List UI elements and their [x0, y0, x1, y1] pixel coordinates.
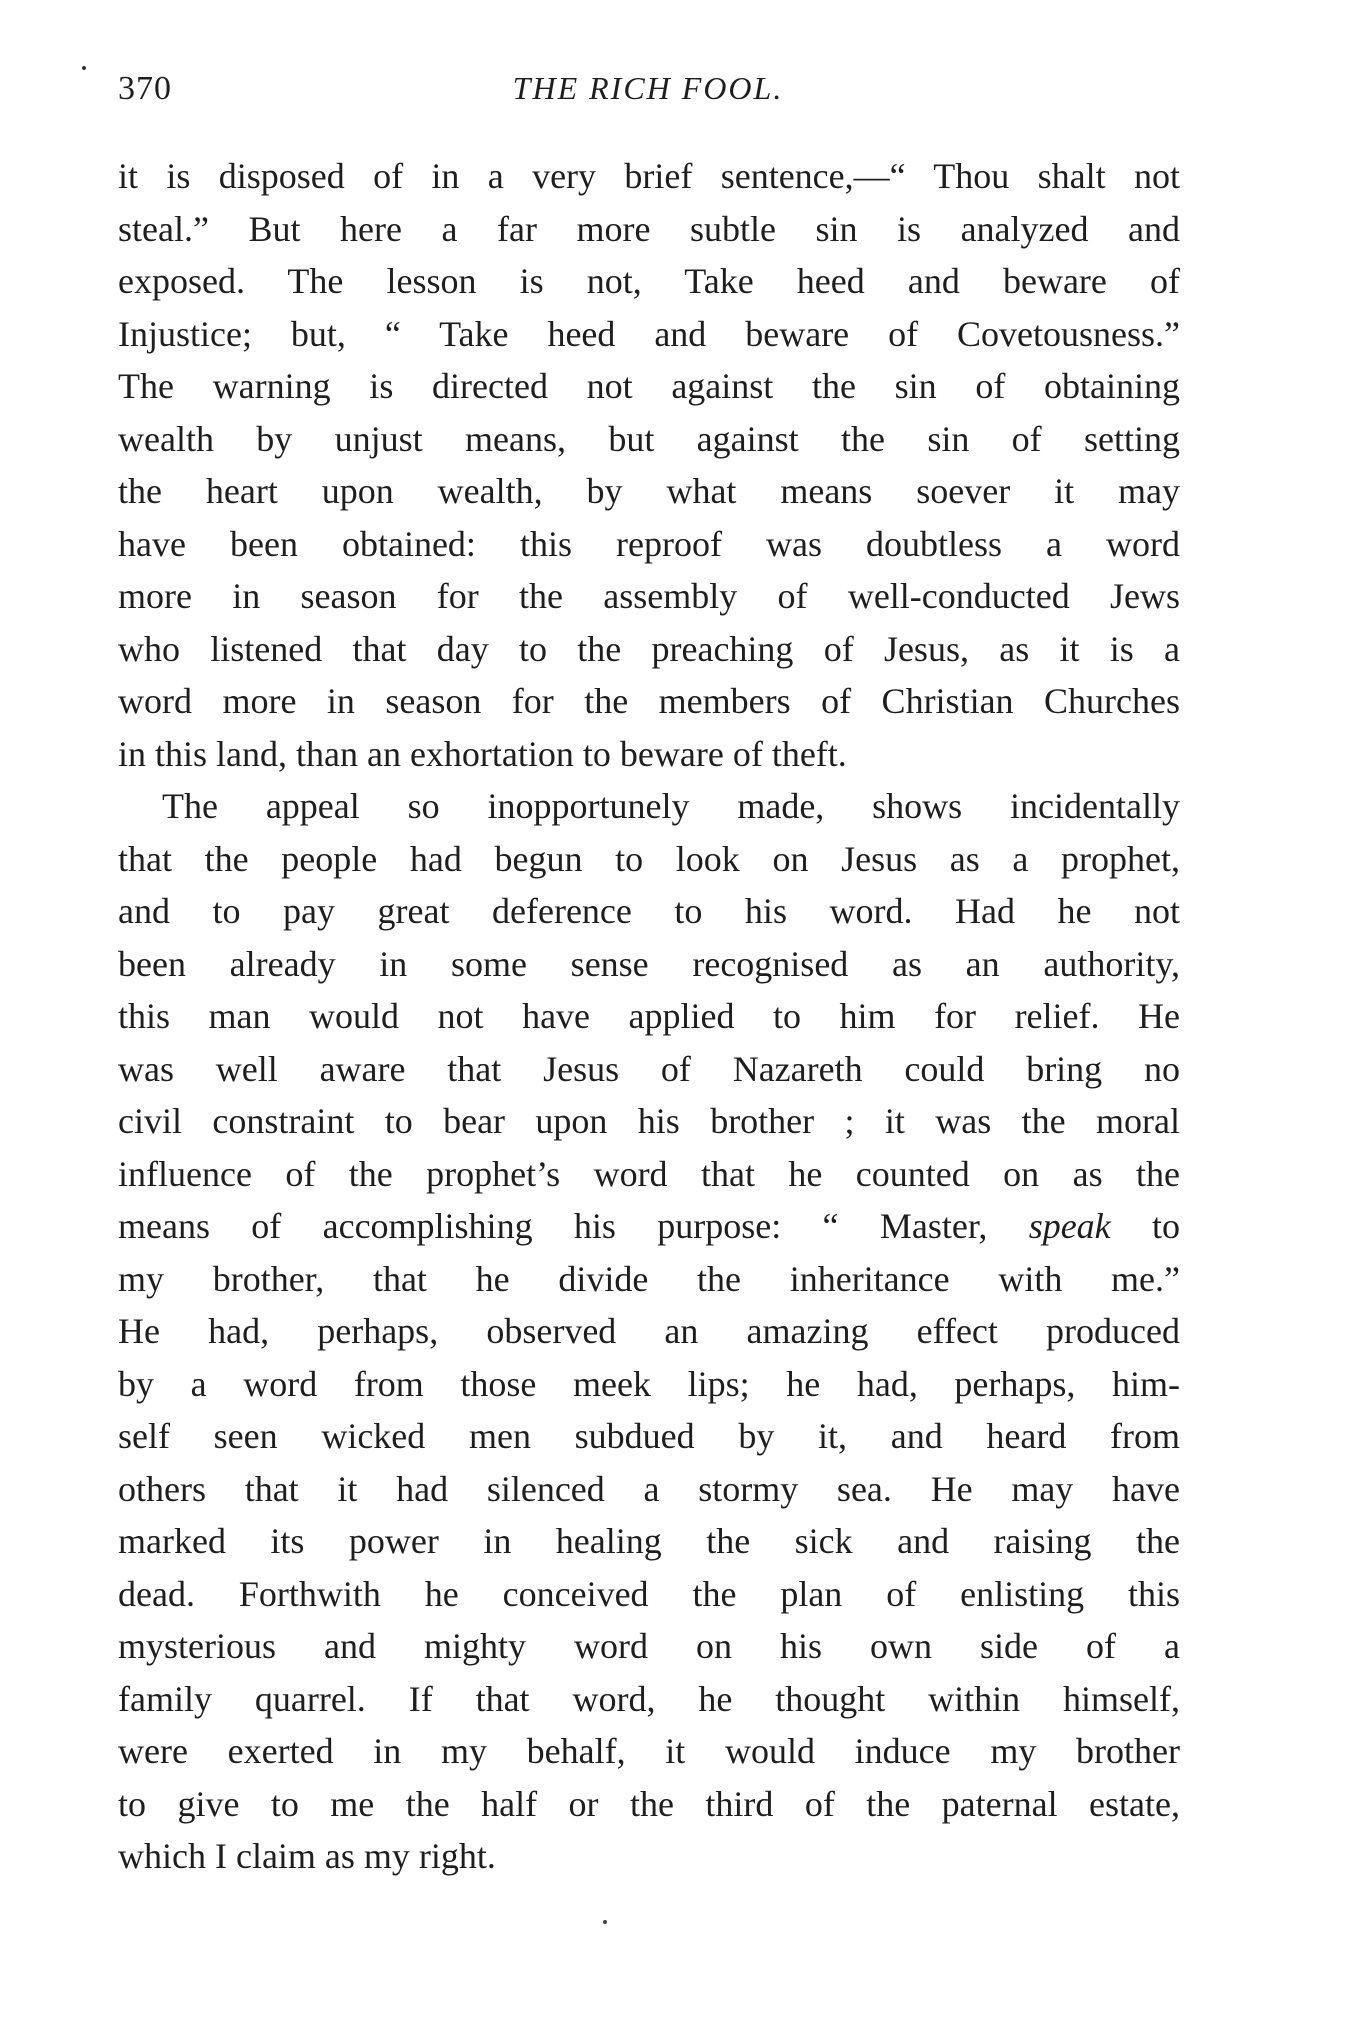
text-line: this man would not have applied to him for relief. He [118, 996, 1180, 1036]
text-line: been already in some sense recognised as an authority, [118, 943, 1180, 984]
text-line: in this land, than an exhortation to beware of theft. [118, 733, 847, 774]
text-line: The warning is directed not against the sin of obtaining [118, 366, 1180, 406]
text-line: self seen wicked men subdued by it, and heard from [118, 1416, 1180, 1456]
text-line: that the people had begun to look on Jesus as a prophet, [118, 838, 1180, 879]
text-line: word more in season for the members of Christian Churches [118, 681, 1180, 721]
text-line: have been obtained: this reproof was doubtless a word [118, 523, 1180, 564]
text-line: dead. Forthwith he conceived the plan of enlisting this [118, 1573, 1180, 1614]
body-text [118, 150, 1180, 1883]
text-line: to give to me the half or the third of the paternal estate, [118, 1783, 1180, 1824]
page-number: 370 [118, 70, 172, 107]
text-line: exposed. The lesson is not, Take heed and beware of [118, 261, 1180, 301]
text-line: mysterious and mighty word on his own side of a [118, 1626, 1180, 1666]
page-speck [603, 1920, 607, 1924]
text-line: Injustice; but, “ Take heed and beware of Covetousness.” [118, 313, 1180, 354]
text-line: influence of the prophet’s word that he counted on as the [118, 1153, 1180, 1194]
text-line: and to pay great deference to his word. Had he not [118, 891, 1180, 931]
text-line: which I claim as my right. [118, 1836, 496, 1876]
running-title: THE RICH FOOL. [512, 70, 784, 106]
text-line: wealth by unjust means, but against the sin of setting [118, 418, 1180, 459]
text-line: family quarrel. If that word, he thought within himself, [118, 1678, 1180, 1719]
text-line: was well aware that Jesus of Nazareth could bring no [118, 1048, 1180, 1089]
text-line: means of accomplishing his purpose: “ Master, speak to [118, 1206, 1180, 1246]
paragraph-1 [118, 150, 1180, 780]
text-line: by a word from those meek lips; he had, perhaps, him- [118, 1363, 1180, 1404]
text-line: The appeal so inopportunely made, shows incidentally [162, 786, 1180, 826]
text-line: steal.” But here a far more subtle sin is analyzed and [118, 208, 1180, 249]
text-line: were exerted in my behalf, it would induce my brother [118, 1731, 1180, 1771]
margin-speck [82, 66, 86, 70]
text-line: others that it had silenced a stormy sea. He may have [118, 1468, 1180, 1509]
text-line: it is disposed of in a very brief sentence,—“ Thou shalt not [118, 156, 1180, 196]
text-line: the heart upon wealth, by what means soever it may [118, 471, 1180, 511]
text-line: He had, perhaps, observed an amazing effect produced [118, 1311, 1180, 1351]
text-line: who listened that day to the preaching of Jesus, as it is a [118, 628, 1180, 669]
text-line: marked its power in healing the sick and raising the [118, 1521, 1180, 1561]
paragraph-2 [118, 780, 1180, 1883]
text-line: civil constraint to bear upon his brother ; it was the moral [118, 1101, 1180, 1141]
emphasized-word: speak [1028, 1206, 1111, 1246]
text-line: my brother, that he divide the inheritance with me.” [118, 1258, 1180, 1299]
text-line: more in season for the assembly of well-conducted Jews [118, 576, 1180, 616]
page-header [118, 70, 1178, 120]
